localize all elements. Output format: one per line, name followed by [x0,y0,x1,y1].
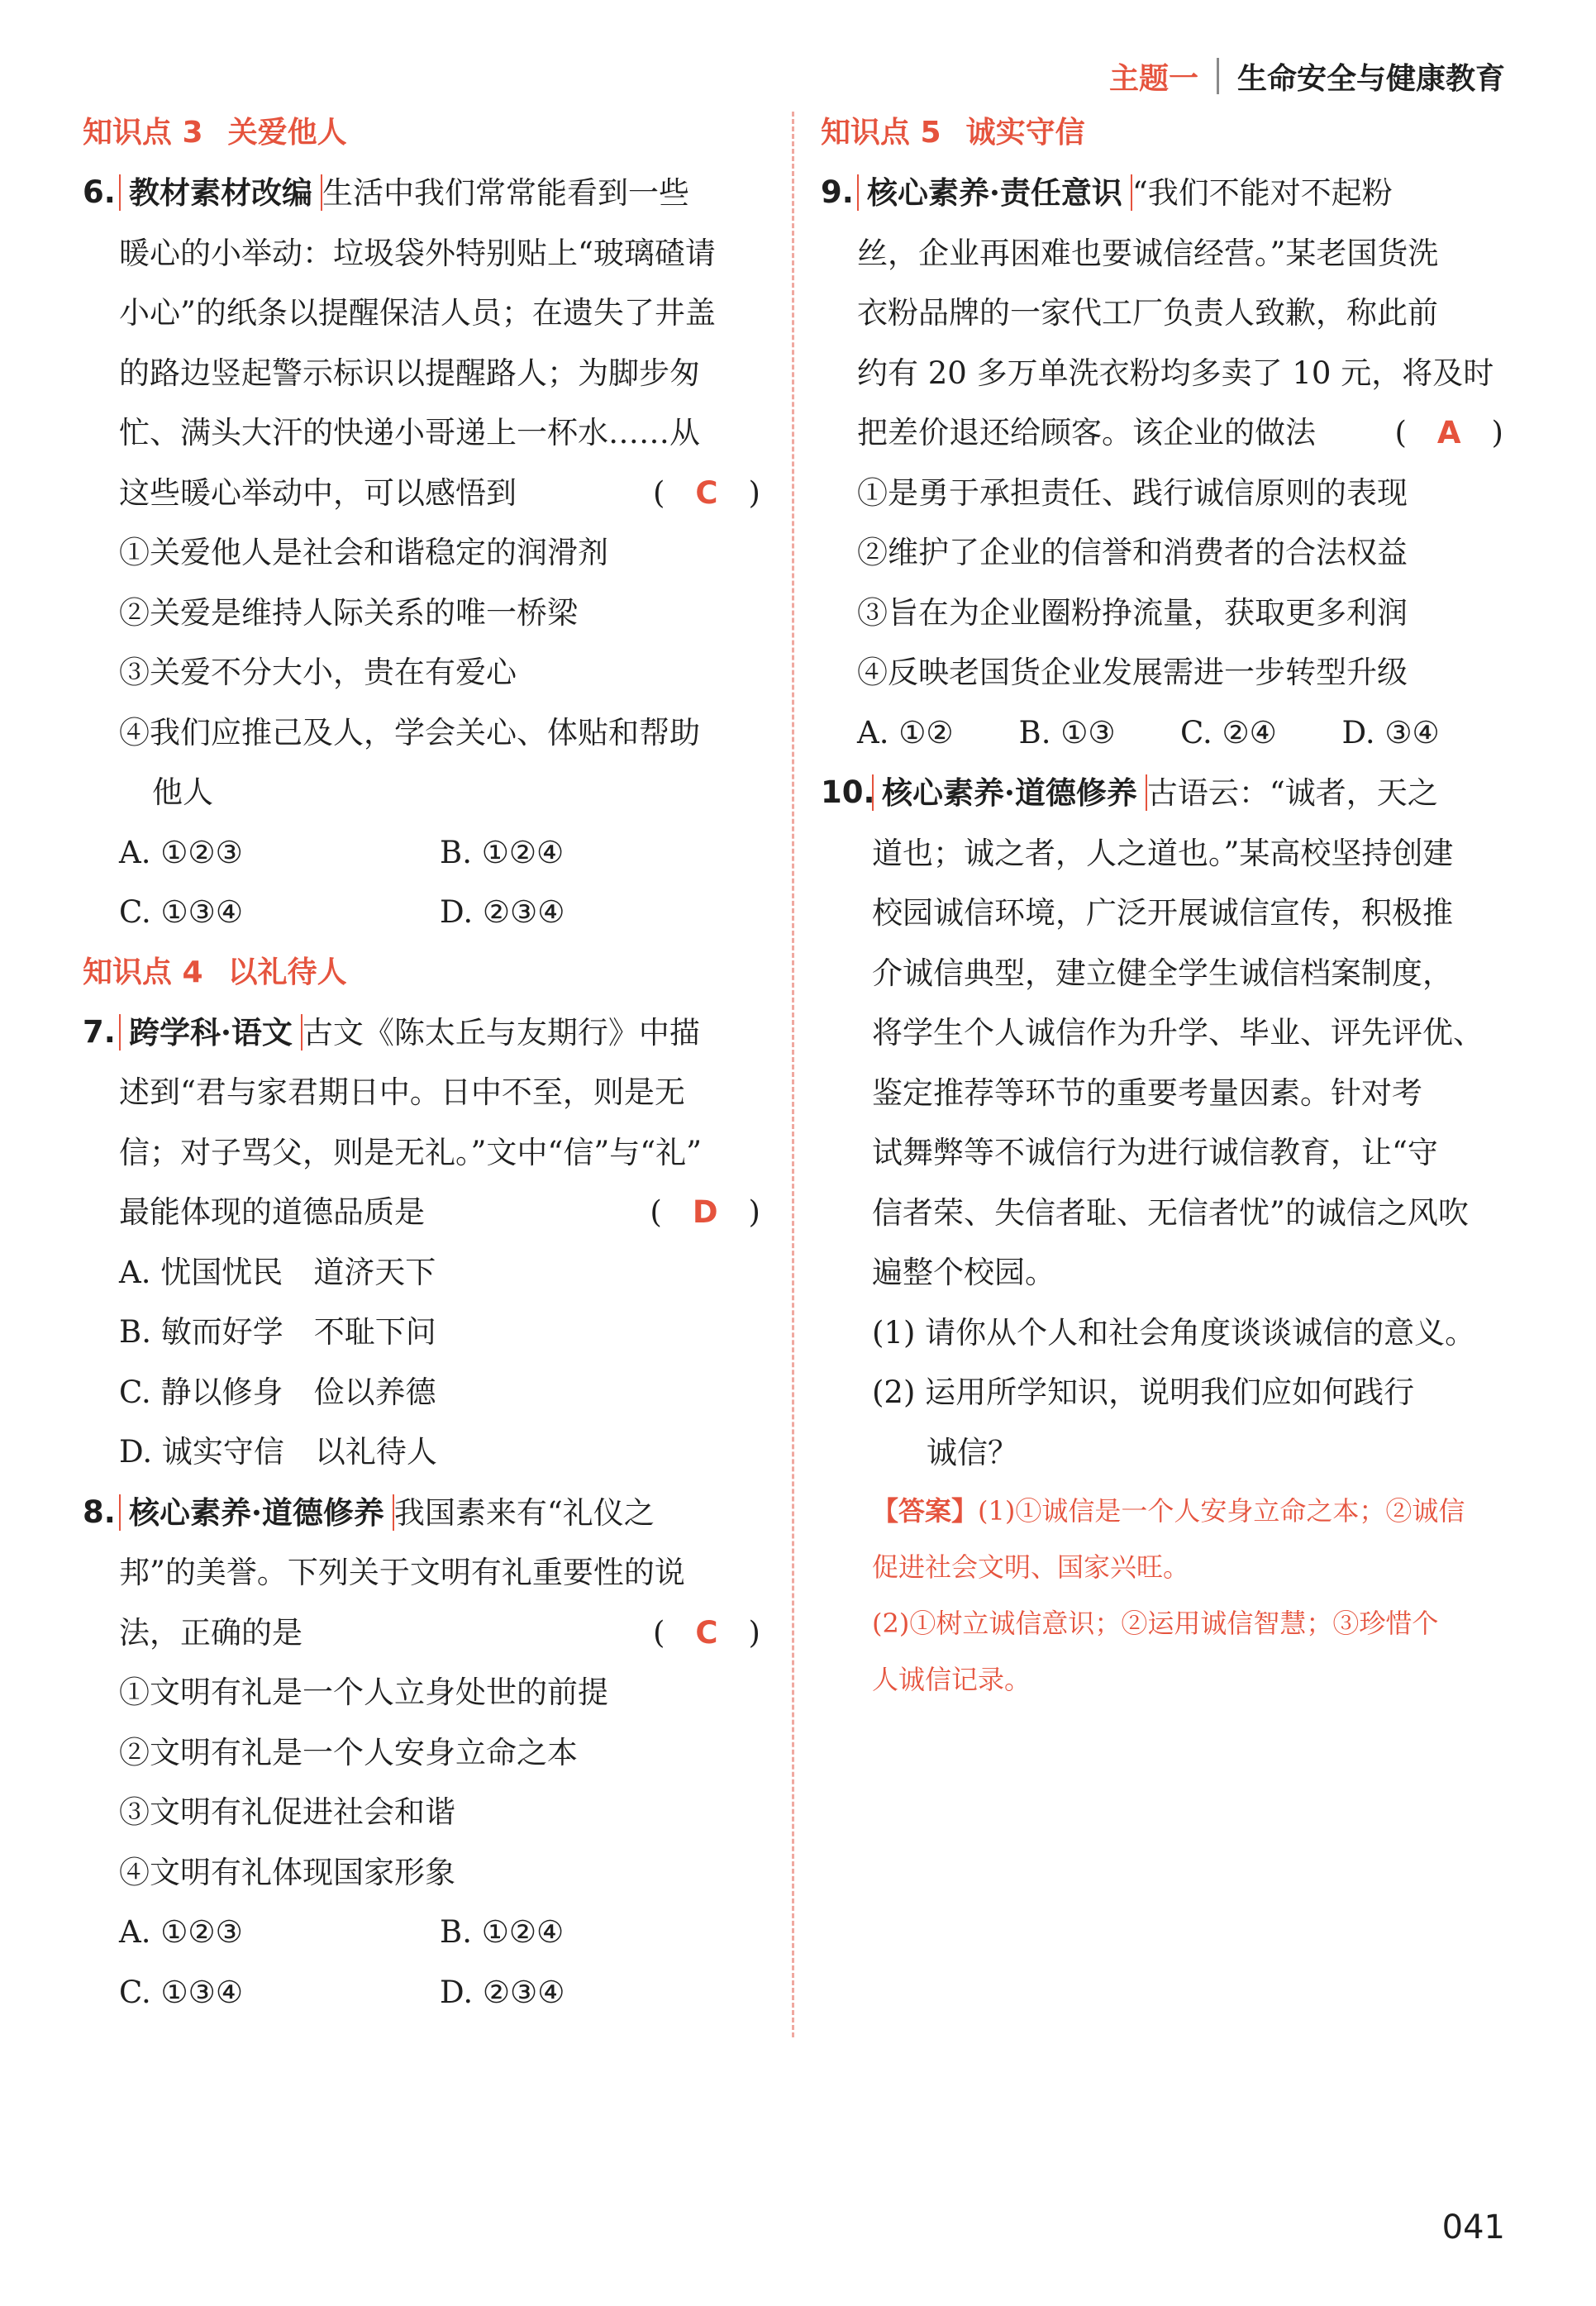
statement-option: ②维护了企业的信誉和消费者的合法权益 [857,535,1408,570]
choice-row [119,883,760,943]
question-number: 8. [83,1494,116,1530]
question-stem-line: 丝，企业再困难也要诚信经营。”某老国货洗 [857,235,1439,271]
question-stem-line: 校园诚信环境，广泛开展诚信宣传，积极推 [872,895,1453,931]
question-stem-line: 的路边竖起警示标识以提醒路人；为脚步匆 [119,355,700,391]
question-stem-line: 道也；诚之者，人之道也。”某高校坚持创建 [872,835,1454,871]
answer-bracket: ( A ) [1394,415,1503,450]
question-number: 9. [821,174,854,210]
sub-question-2: (2) 运用所学知识，说明我们应如何践行 [872,1375,1415,1410]
answer-value: A [1436,415,1461,450]
answer-line: 促进社会文明、国家兴旺。 [872,1551,1190,1583]
question-stem-line: 邦”的美誉。下列关于文明有礼重要性的说 [119,1555,685,1590]
answer-line: 人诚信记录。 [872,1664,1031,1695]
question-stem-line: 小心”的纸条以提醒保洁人员；在遗失了井盖 [119,295,716,331]
question-8 [83,1483,760,2023]
question-stem-line: 跨学科·语文 古文《陈太丘与友期行》中描 [119,1003,760,1064]
choice-row [857,703,1503,764]
question-stem-line: 这些暖心举动中，可以感悟到 ( C ) [119,464,760,524]
choice-a: A. ①②③ [119,1914,243,1950]
choice-a: A. 忧国忧民 道济天下 [119,1254,436,1290]
answer-line: (2)①树立诚信意识；②运用诚信智慧；③珍惜个 [872,1608,1439,1639]
answer-value: C [695,474,718,511]
question-stem-line: 介诚信典型，建立健全学生诚信档案制度， [872,955,1453,991]
left-column [83,103,760,2023]
question-6 [83,163,760,943]
kp-label: 知识点 5 [821,116,941,150]
question-number: 10. [821,774,875,810]
answer-block [872,1483,1503,1708]
question-tag: 核心素养·道德修养 [872,774,1147,811]
kp-title: 诚实守信 [965,116,1085,150]
kp-title: 关爱他人 [227,116,347,150]
statement-option-continued: 他人 [152,774,213,810]
sub-question-2-continued: 诚信？ [927,1434,1018,1470]
question-stem-line: 约有 20 多万单洗衣粉均多卖了 10 元，将及时 [857,355,1494,391]
answer-bracket: ( D ) [650,1194,760,1230]
choice-row [119,1903,760,1963]
question-stem-line: 核心素养·责任意识 “我们不能对不起粉 [857,163,1503,224]
answer-line: 【答案】(1)①诚信是一个人安身立命之本；②诚信 [872,1495,1465,1527]
question-stem-line: 核心素养·道德修养 古语云：“诚者，天之 [872,763,1503,824]
question-stem-line: 把差价退还给顾客。该企业的做法 ( A ) [857,403,1503,464]
choice-b: B. 敏而好学 不耻下问 [119,1314,436,1350]
choice-b: B. ①③ [1018,714,1116,750]
question-stem-line: 暖心的小举动：垃圾袋外特别贴上“玻璃碴请 [119,235,716,271]
answer-bracket: ( C ) [652,1614,760,1651]
theme-label: 主题一 [1108,61,1198,96]
question-stem-line: 最能体现的道德品质是 ( D ) [119,1183,760,1243]
question-tag: 核心素养·责任意识 [857,174,1132,211]
topic-title: 生命安全与健康教育 [1236,61,1505,96]
question-stem-line: 遍整个校园。 [872,1255,1055,1290]
statement-option: ④我们应推己及人，学会关心、体贴和帮助 [119,714,700,750]
question-tag: 教材素材改编 [119,174,322,211]
knowledge-point-3-heading [83,103,760,163]
choice-d: D. ②③④ [440,894,565,930]
statement-option: ①关爱他人是社会和谐稳定的润滑剂 [119,535,608,570]
column-divider [792,112,794,2037]
choice-c: C. ②④ [1180,714,1277,750]
kp-title: 以礼待人 [227,955,347,989]
statement-option: ①是勇于承担责任、践行诚信原则的表现 [857,474,1408,511]
answer-value: D [692,1194,718,1230]
statement-option: ①文明有礼是一个人立身处世的前提 [119,1675,608,1710]
kp-label: 知识点 3 [83,116,203,150]
question-stem-line: 述到“君与家君期日中。日中不至，则是无 [119,1074,685,1110]
statement-option: ②文明有礼是一个人安身立命之本 [119,1734,578,1770]
question-number: 6. [83,174,116,210]
question-stem-line: 衣粉品牌的一家代工厂负责人致歉，称此前 [857,295,1438,331]
question-tag: 跨学科·语文 [119,1014,303,1051]
question-9 [821,163,1503,763]
answer-bracket: ( C ) [652,474,760,511]
knowledge-point-5-heading [821,103,1503,163]
kp-label: 知识点 4 [83,955,203,989]
statement-option: ③旨在为企业圈粉挣流量，获取更多利润 [857,594,1408,631]
choice-a: A. ①② [857,714,954,750]
question-tag: 核心素养·道德修养 [119,1494,394,1531]
knowledge-point-4-heading [83,943,760,1003]
question-stem-line: 法，正确的是 ( C ) [119,1603,760,1664]
question-stem-line: 忙、满头大汗的快递小哥递上一杯水……从 [119,415,700,450]
answer-label: 【答案】 [872,1495,979,1527]
page-header [1109,51,1505,101]
choice-c: C. 静以修身 俭以养德 [119,1374,436,1410]
statement-option: ④反映老国货企业发展需进一步转型升级 [857,655,1408,690]
question-stem-line: 信者荣、失信者耻、无信者忧”的诚信之风吹 [872,1194,1469,1231]
question-stem-line: 鉴定推荐等环节的重要考量因素。针对考 [872,1074,1422,1111]
statement-option: ④文明有礼体现国家形象 [119,1854,455,1890]
question-stem-line: 试舞弊等不诚信行为进行诚信教育，让“守 [872,1135,1438,1170]
question-10 [821,763,1503,1708]
statement-option: ③关爱不分大小，贵在有爱心 [119,655,517,690]
answer-value: C [695,1614,718,1651]
question-stem-line: 将学生个人诚信作为升学、毕业、评先评优、 [872,1015,1484,1051]
choice-c: C. ①③④ [119,1974,244,2010]
question-stem-line: 核心素养·道德修养 我国素来有“礼仪之 [119,1483,760,1544]
question-number: 7. [83,1013,116,1050]
question-stem-line: 教材素材改编 生活中我们常常能看到一些 [119,163,760,224]
choice-b: B. ①②④ [440,834,565,870]
statement-option: ③文明有礼促进社会和谐 [119,1794,455,1830]
choice-row [119,823,760,884]
choice-row [119,1963,760,2023]
statement-option: ②关爱是维持人际关系的唯一桥梁 [119,594,578,631]
choice-a: A. ①②③ [119,834,243,870]
question-7 [83,1003,760,1483]
page-number: 041 [1441,2208,1505,2246]
question-stem-line: 信；对子骂父，则是无礼。”文中“信”与“礼” [119,1134,703,1170]
sub-question-1: (1) 请你从个人和社会角度谈谈诚信的意义。 [872,1314,1476,1351]
choice-b: B. ①②④ [440,1914,565,1950]
choice-d: D. ③④ [1341,714,1440,750]
right-column [821,103,1503,1708]
choice-d: D. ②③④ [440,1974,565,2010]
choice-c: C. ①③④ [119,894,244,930]
choice-d: D. 诚实守信 以礼待人 [119,1434,437,1470]
header-divider [1217,58,1219,94]
